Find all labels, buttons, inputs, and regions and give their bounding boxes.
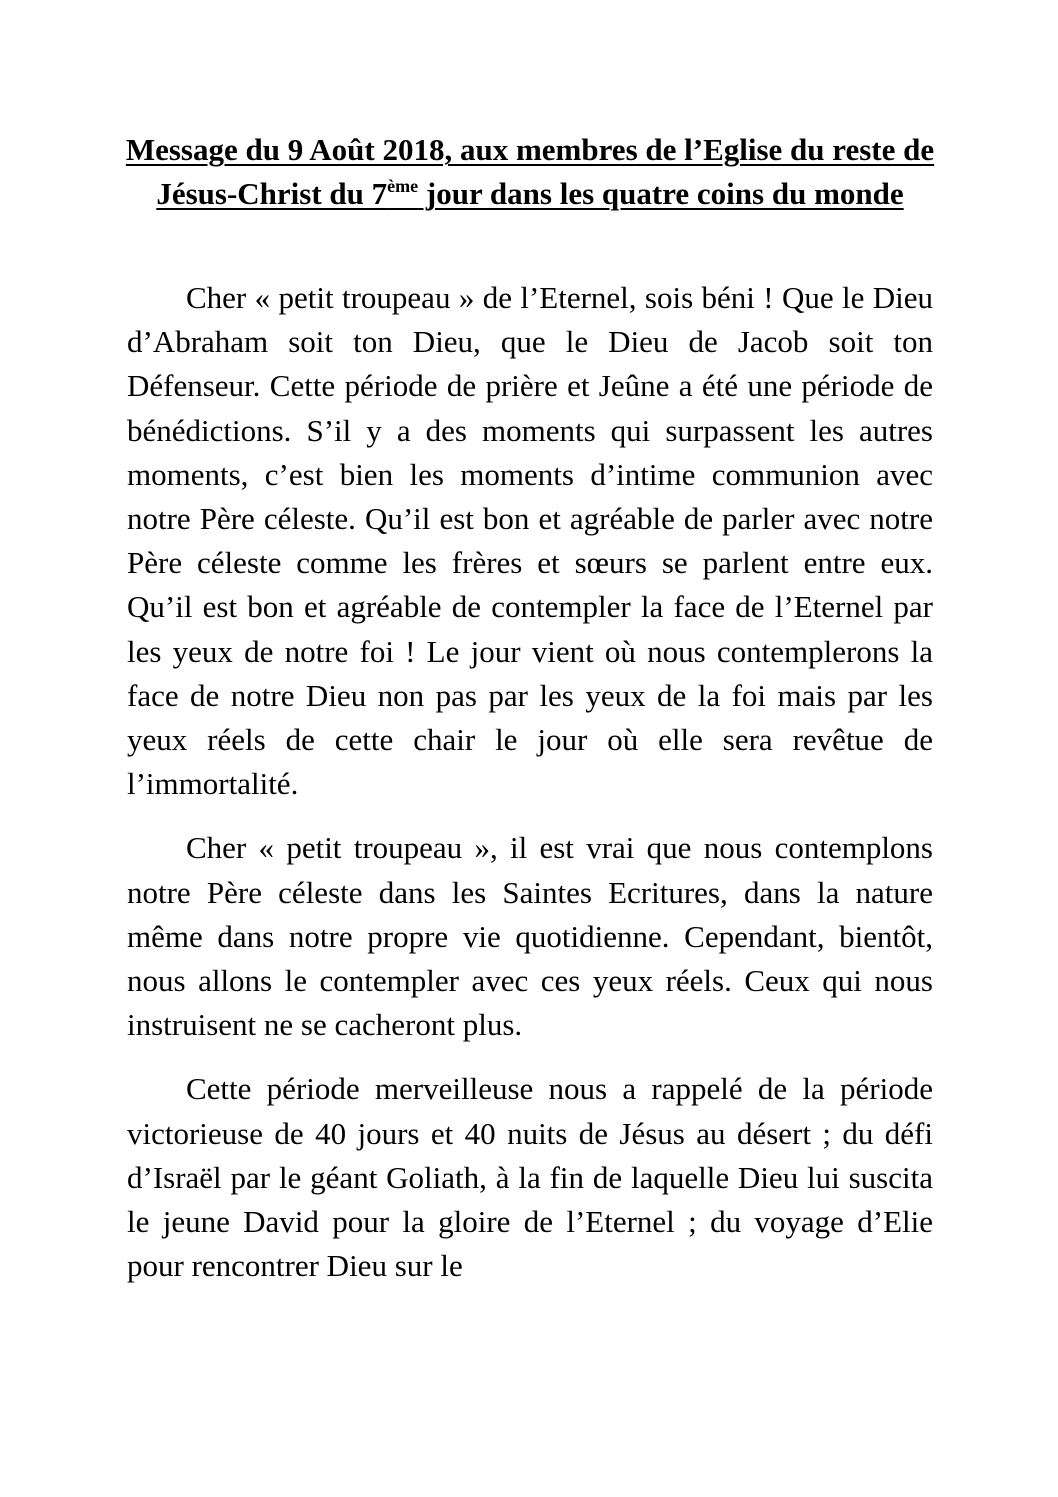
paragraph-2: Cher « petit troupeau », il est vrai que nous contemplons notre Père céleste dans les Saintes Ecritures, dans la nature même dans notre propre vie quotidienne. Cependant, bientôt, nous allons le contempler avec ces yeux réels. Ceux qui nous instruisent ne se cacheront plus. <box>127 830 933 1043</box>
letter-body <box>127 276 933 1308</box>
document-title <box>110 128 950 216</box>
paragraph-3: Cette période merveilleuse nous a rappelé de la période victorieuse de 40 jours et 40 nuits de Jésus au désert ; du défi d’Israël par le géant Goliath, à la fin de laquelle Dieu lui suscita le jeune David pour la gloire de l’Eternel ; du voyage d’Elie pour rencontrer Dieu sur le <box>127 1071 933 1284</box>
title-text: Message du 9 Août 2018, aux membres de l’Eglise du reste de Jésus-Christ du 7 <box>125 132 935 211</box>
title-superscript: ème <box>387 176 419 196</box>
title-text-end: jour dans les quatre coins du monde <box>418 176 904 211</box>
paragraph-1: Cher « petit troupeau » de l’Eternel, sois béni ! Que le Dieu d’Abraham soit ton Dieu, que le Dieu de Jacob soit ton Défenseur. Cette période de prière et Jeûne a été une période de bénédictions. S’il y a des moments qui surpassent les autres moments, c’est bien les moments d’intime communion avec notre Père céleste. Qu’il est bon et agréable de parler avec notre Père céleste comme les frères et sœurs se parlent entre eux. Qu’il est bon et agréable de contempler la face de l’Eternel par les yeux de notre foi ! Le jour vient où nous contemplerons la face de notre Dieu non pas par les yeux de la foi mais par les yeux réels de cette chair le jour où elle sera revêtue de l’immortalité. <box>127 280 933 802</box>
